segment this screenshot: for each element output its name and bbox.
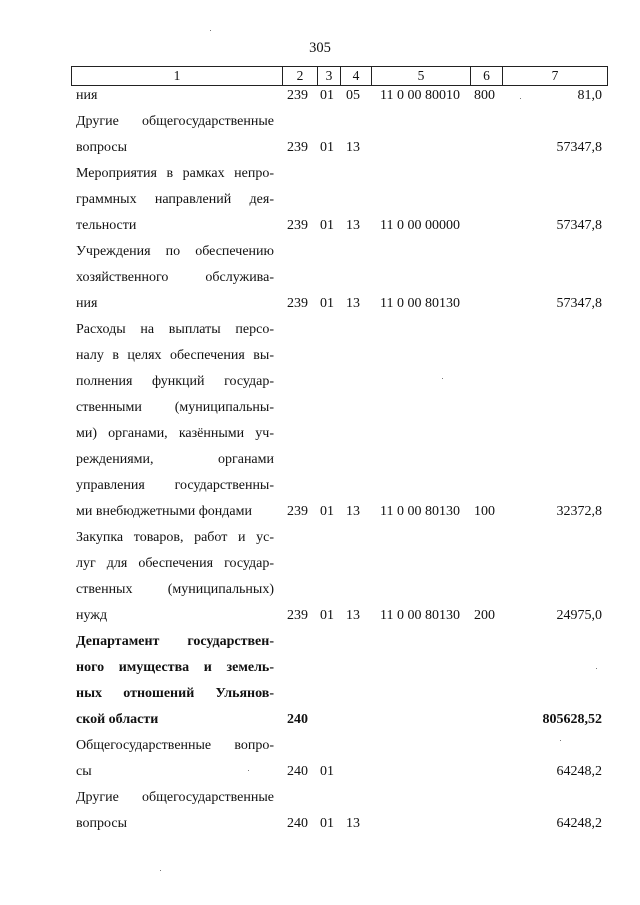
row-cell-c7: 64248,2 bbox=[556, 816, 602, 831]
row-description-line: Общегосударственные вопро- bbox=[76, 738, 274, 753]
row-description-line: Закупка товаров, работ и ус- bbox=[76, 530, 274, 545]
row-cell-c6: 200 bbox=[474, 608, 495, 623]
row-cell-c4: 13 bbox=[346, 218, 360, 233]
table-row-line bbox=[0, 580, 640, 606]
row-description-line: Департамент государствен- bbox=[76, 634, 274, 649]
row-cell-c3: 01 bbox=[320, 140, 334, 155]
row-cell-c7: 57347,8 bbox=[556, 218, 602, 233]
row-description-line: хозяйственного обслужива- bbox=[76, 270, 274, 285]
row-description-line: тельности bbox=[76, 218, 137, 233]
row-cell-c3: 01 bbox=[320, 504, 334, 519]
row-cell-c7: 57347,8 bbox=[556, 140, 602, 155]
table-row-line bbox=[0, 424, 640, 450]
table-row-line bbox=[0, 476, 640, 502]
header-col-3: 3 bbox=[317, 66, 340, 86]
row-description-line: луг для обеспечения государ- bbox=[76, 556, 274, 571]
row-description-line: ного имущества и земель- bbox=[76, 660, 274, 675]
row-cell-c2: 239 bbox=[287, 504, 308, 519]
table-row-line bbox=[0, 684, 640, 710]
row-description-line: ми внебюджетными фондами bbox=[76, 504, 252, 519]
row-cell-c2: 240 bbox=[287, 712, 308, 727]
row-description-line: управления государственны- bbox=[76, 478, 274, 493]
table-row-line bbox=[0, 658, 640, 684]
row-cell-c7: 81,0 bbox=[577, 88, 602, 103]
page-number: 305 bbox=[309, 40, 331, 56]
table-row-line bbox=[0, 216, 640, 242]
table-row-line bbox=[0, 242, 640, 268]
table-row-line bbox=[0, 190, 640, 216]
row-description-line: Учреждения по обеспечению bbox=[76, 244, 274, 259]
header-col-6: 6 bbox=[470, 66, 502, 86]
row-cell-c4: 13 bbox=[346, 296, 360, 311]
table-row-line bbox=[0, 736, 640, 762]
row-cell-c5: 11 0 00 80010 bbox=[380, 88, 460, 103]
row-cell-c5: 11 0 00 80130 bbox=[380, 296, 460, 311]
row-description-line: вопросы bbox=[76, 816, 127, 831]
row-cell-c4: 13 bbox=[346, 140, 360, 155]
row-cell-c3: 01 bbox=[320, 764, 334, 779]
row-description-line: полнения функций государ- bbox=[76, 374, 274, 389]
row-description-line: вопросы bbox=[76, 140, 127, 155]
row-description-line: граммных направлений дея- bbox=[76, 192, 274, 207]
header-col-7: 7 bbox=[502, 66, 608, 86]
table-row-line bbox=[0, 320, 640, 346]
table-row-line bbox=[0, 138, 640, 164]
table-row-line bbox=[0, 450, 640, 476]
row-cell-c2: 240 bbox=[287, 816, 308, 831]
row-cell-c5: 11 0 00 00000 bbox=[380, 218, 460, 233]
row-cell-c7: 57347,8 bbox=[556, 296, 602, 311]
row-cell-c2: 239 bbox=[287, 218, 308, 233]
header-col-4: 4 bbox=[340, 66, 371, 86]
row-cell-c4: 13 bbox=[346, 504, 360, 519]
row-cell-c3: 01 bbox=[320, 296, 334, 311]
row-cell-c7: 32372,8 bbox=[556, 504, 602, 519]
row-cell-c3: 01 bbox=[320, 88, 334, 103]
row-cell-c3: 01 bbox=[320, 218, 334, 233]
table-row-line bbox=[0, 632, 640, 658]
table-row-line bbox=[0, 814, 640, 840]
header-col-2: 2 bbox=[282, 66, 317, 86]
row-description-line: ния bbox=[76, 296, 98, 311]
row-description-line: ми) органами, казёнными уч- bbox=[76, 426, 274, 441]
row-description-line: ния bbox=[76, 88, 98, 103]
row-description-line: Расходы на выплаты персо- bbox=[76, 322, 274, 337]
row-cell-c6: 100 bbox=[474, 504, 495, 519]
table-row-line bbox=[0, 606, 640, 632]
row-description-line: Другие общегосударственные bbox=[76, 114, 274, 129]
row-description-line: нужд bbox=[76, 608, 108, 623]
row-cell-c2: 239 bbox=[287, 88, 308, 103]
table-row-line bbox=[0, 710, 640, 736]
row-description-line: ственных (муниципальных) bbox=[76, 582, 274, 597]
row-cell-c7: 24975,0 bbox=[556, 608, 602, 623]
row-cell-c6: 800 bbox=[474, 88, 495, 103]
row-cell-c4: 05 bbox=[346, 88, 360, 103]
table-row-line bbox=[0, 788, 640, 814]
row-cell-c2: 239 bbox=[287, 608, 308, 623]
table-row-line bbox=[0, 112, 640, 138]
row-cell-c4: 13 bbox=[346, 816, 360, 831]
table-row-line bbox=[0, 554, 640, 580]
table-row-line bbox=[0, 502, 640, 528]
row-description-line: сы bbox=[76, 764, 92, 779]
row-cell-c5: 11 0 00 80130 bbox=[380, 504, 460, 519]
row-cell-c5: 11 0 00 80130 bbox=[380, 608, 460, 623]
table-row-line bbox=[0, 398, 640, 424]
row-description-line: ственными (муниципальны- bbox=[76, 400, 274, 415]
row-cell-c2: 239 bbox=[287, 140, 308, 155]
row-cell-c7: 805628,52 bbox=[542, 712, 602, 727]
row-cell-c3: 01 bbox=[320, 608, 334, 623]
table-row-line bbox=[0, 346, 640, 372]
table-row-line bbox=[0, 164, 640, 190]
table-row-line bbox=[0, 528, 640, 554]
row-description-line: Другие общегосударственные bbox=[76, 790, 274, 805]
header-col-1: 1 bbox=[71, 66, 282, 86]
table-row-line bbox=[0, 372, 640, 398]
table-row-line bbox=[0, 762, 640, 788]
row-cell-c4: 13 bbox=[346, 608, 360, 623]
row-cell-c7: 64248,2 bbox=[556, 764, 602, 779]
table-row-line bbox=[0, 294, 640, 320]
row-cell-c3: 01 bbox=[320, 816, 334, 831]
table-row-line bbox=[0, 268, 640, 294]
row-description-line: ской области bbox=[76, 712, 159, 727]
header-col-5: 5 bbox=[371, 66, 470, 86]
table-row-line bbox=[0, 86, 640, 112]
row-description-line: Мероприятия в рамках непро- bbox=[76, 166, 274, 181]
row-description-line: налу в целях обеспечения вы- bbox=[76, 348, 274, 363]
row-cell-c2: 239 bbox=[287, 296, 308, 311]
row-description-line: реждениями, органами bbox=[76, 452, 274, 467]
row-cell-c2: 240 bbox=[287, 764, 308, 779]
row-description-line: ных отношений Ульянов- bbox=[76, 686, 274, 701]
